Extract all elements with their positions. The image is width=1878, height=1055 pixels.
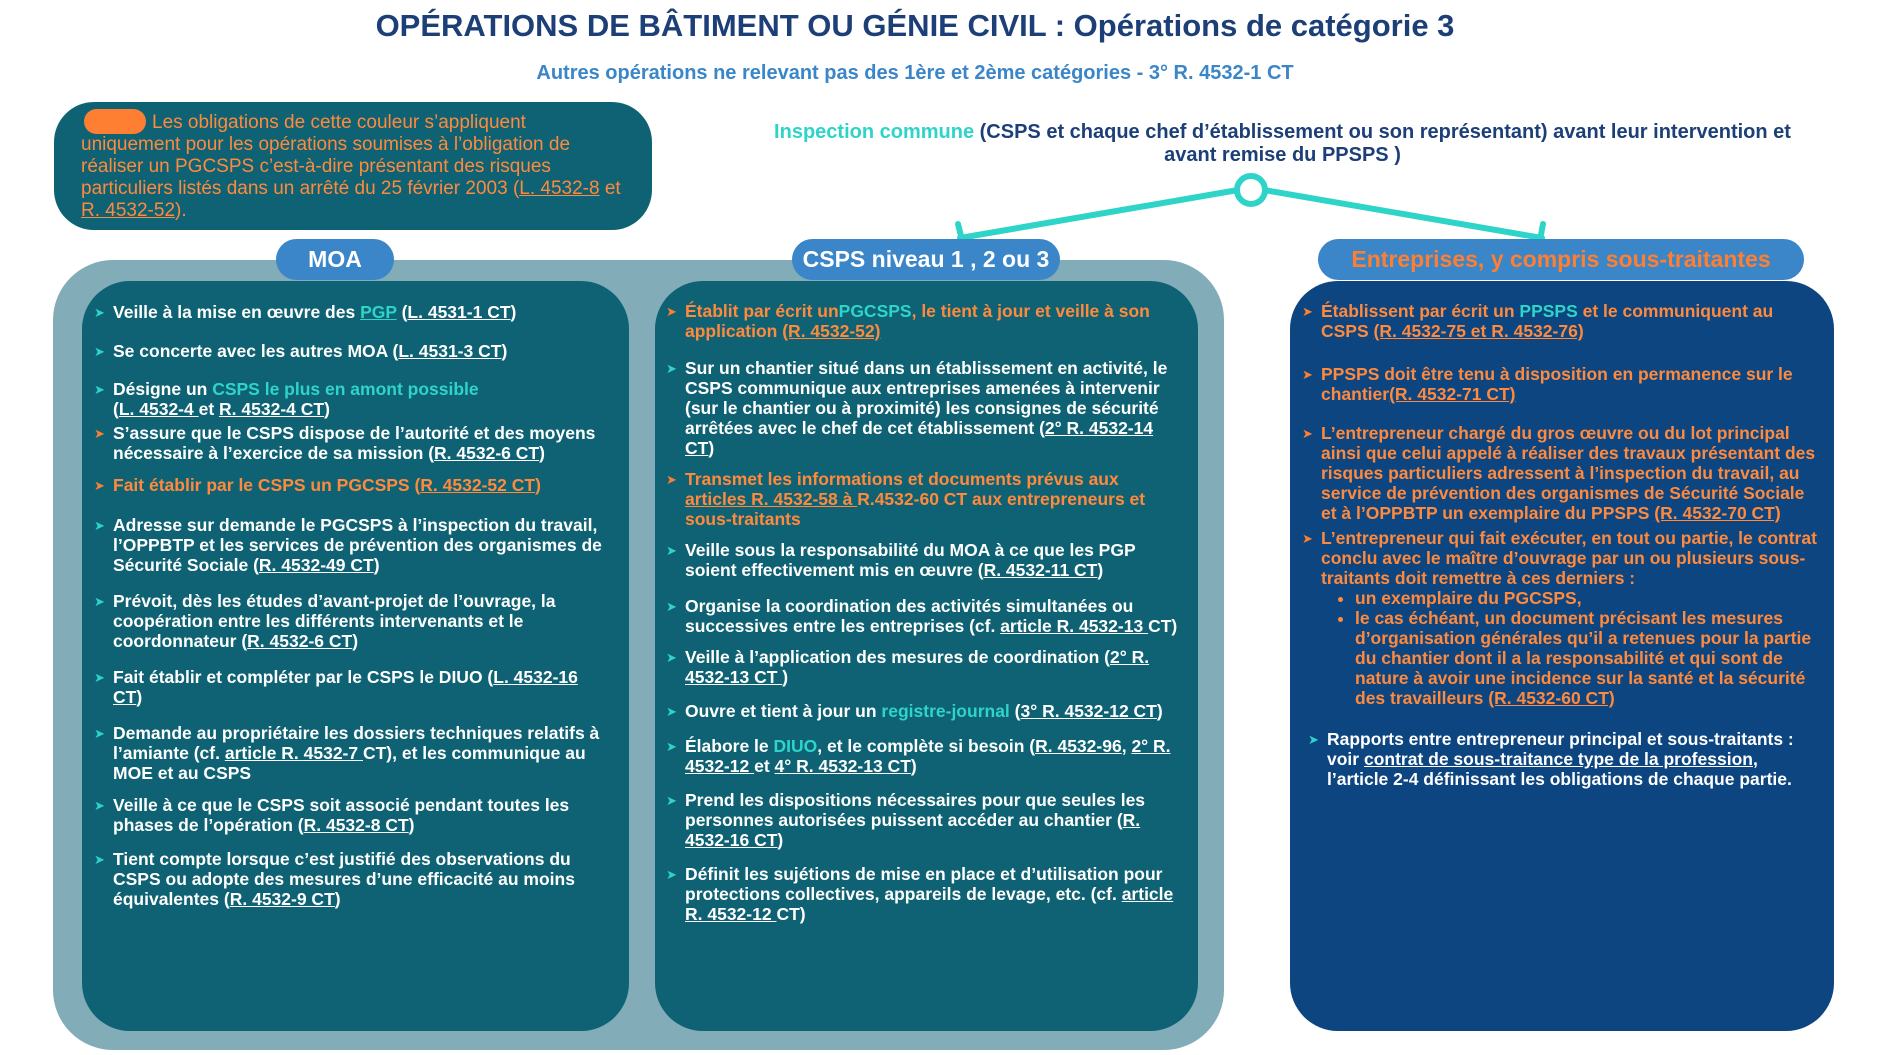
csps-label: CSPS niveau 1 , 2 ou 3 xyxy=(792,239,1060,280)
moa-item: ➤ Veille à la mise en œuvre des PGP (L. 4531-1 CT) xyxy=(94,302,517,322)
arrow-bullet-icon: ➤ xyxy=(94,305,105,320)
ref-link[interactable]: article R. 4532-13 xyxy=(1000,616,1149,636)
entreprises-item: ➤ PPSPS doit être tenu à disposition en permanence sur le chantier(R. 4532-71 CT) xyxy=(1302,364,1793,404)
ref-link[interactable]: article R. 4532-12 xyxy=(685,884,1174,924)
entreprises-item: ➤ Établissent par écrit un PPSPS et le communiquent au CSPS (R. 4532-75 et R. 4532-76) xyxy=(1302,301,1774,341)
moa-item: ➤ Tient compte lorsque c’est justifié des observations du CSPS ou adopte des mesures d’une efficacité au moins équivalentes (R. 4532-9 CT) xyxy=(94,849,575,909)
csps-item: ➤ Transmet les informations et documents prévus aux articles R. 4532-58 à R.4532-60 CT aux entrepreneurs et sous-traitants xyxy=(666,469,1146,529)
arrow-bullet-icon: ➤ xyxy=(666,472,677,487)
arrow-bullet-icon: ➤ xyxy=(666,650,677,665)
entreprises-label: Entreprises, y compris sous-traitantes xyxy=(1318,239,1804,280)
page-title: OPÉRATIONS DE BÂTIMENT OU GÉNIE CIVIL : Opérations de catégorie 3 xyxy=(375,8,1455,43)
ref-link[interactable]: R. 4532-8 CT xyxy=(303,815,409,835)
arrow-bullet-icon: ➤ xyxy=(1302,367,1313,382)
arrow-bullet-icon: ➤ xyxy=(666,867,677,882)
ref-link[interactable]: (R. 4532-75 et R. 4532-76) xyxy=(1373,321,1584,341)
arrow-bullet-icon: ➤ xyxy=(94,726,105,741)
ref-link[interactable]: (R. 4532-60 CT) xyxy=(1488,688,1615,708)
arrow-bullet-icon: ➤ xyxy=(666,704,677,719)
moa-label: MOA xyxy=(276,239,394,280)
ref-link[interactable]: L. 4532-4 xyxy=(118,399,199,419)
ref-link[interactable]: 3° R. 4532-12 CT xyxy=(1020,701,1157,721)
entreprises-item: ➤ L’entrepreneur qui fait exécuter, en tout ou partie, le contrat conclu avec le maître d’ouvrage par un ou plusieurs sous-traitants doit remettre à ces derniers : • un exemplaire du PGCSPS, • le cas échéant, un document précisant les mesures d’organisation générales qu’il a retenues pour la partie du chantier dont il a la responsabilité et qui sont de nature à avoir une incidence sur la santé et la sécurité des travailleurs (R. 4532-60 CT) xyxy=(1302,528,1820,708)
arrow-bullet-icon: ➤ xyxy=(666,739,677,754)
ref-link[interactable]: 4° R. 4532-13 CT xyxy=(774,756,911,776)
csps-item: ➤ Établit par écrit unPGCSPS, le tient à jour et veille à son application (R. 4532-52) xyxy=(666,301,1150,341)
inspection-highlight: Inspection commune xyxy=(774,121,975,143)
ref-link[interactable]: PGP xyxy=(360,302,397,322)
entreprises-box xyxy=(1290,281,1834,1031)
csps-item: ➤ Veille sous la responsabilité du MOA à ce que les PGP soient effectivement mis en œuvre (R. 4532-11 CT) xyxy=(666,540,1136,580)
moa-item: ➤ Désigne un CSPS le plus en amont possible (L. 4532-4 et R. 4532-4 CT) xyxy=(94,379,479,419)
arrow-bullet-icon: ➤ xyxy=(94,594,105,609)
arrow-bullet-icon: ➤ xyxy=(94,478,105,493)
list-item: • le cas échéant, un document précisant les mesures d’organisation générales qu’il a retenues pour la partie du chantier dont il a la responsabilité et qui sont de nature à avoir une incidence sur la santé et la sécurité des travailleurs (R. 4532-60 CT) xyxy=(1355,608,1820,708)
moa-item: ➤ Veille à ce que le CSPS soit associé pendant toutes les phases de l’opération (R. 4532-8 CT) xyxy=(94,795,570,835)
ref-link[interactable]: contrat de sous-traitance type de la profession xyxy=(1363,749,1753,769)
moa-item: ➤ S’assure que le CSPS dispose de l’autorité et des moyens nécessaire à l’exercice de sa mission (R. 4532-6 CT) xyxy=(94,423,596,463)
ref-link[interactable]: (R. 4532-52) xyxy=(782,321,881,341)
arrow-bullet-icon: ➤ xyxy=(1302,426,1313,441)
moa-box xyxy=(82,281,629,1031)
ref-link[interactable]: article R. 4532-7 xyxy=(224,743,363,763)
list-item: • un exemplaire du PGCSPS, xyxy=(1355,588,1820,608)
entreprises-item: ➤ L’entrepreneur chargé du gros œuvre ou du lot principal ainsi que celui appelé à réaliser des travaux présentant des risques particuliers adressent à l’inspection du travail, au service de prévention des organismes de Sécurité Sociale et à l’OPPBTP un exemplaire du PPSPS (R. 4532-70 CT) xyxy=(1302,423,1816,523)
sub-list xyxy=(1321,588,1820,708)
ref-link[interactable]: articles R. 4532-58 à xyxy=(685,489,858,509)
arrow-bullet-icon: ➤ xyxy=(94,518,105,533)
ref-link[interactable]: R. 4532-4 CT xyxy=(219,399,325,419)
ref-link[interactable]: 2° R. 4532-13 CT xyxy=(685,647,1150,687)
moa-item: ➤ Fait établir et compléter par le CSPS le DIUO (L. 4532-16 CT) xyxy=(94,667,578,707)
moa-item: ➤ Se concerte avec les autres MOA (L. 4531-3 CT) xyxy=(94,341,508,361)
moa-item: ➤ Fait établir par le CSPS un PGCSPS (R. 4532-52 CT) xyxy=(94,475,541,495)
csps-item: ➤ Prend les dispositions nécessaires pour que seules les personnes autorisées puissent accéder au chantier (R. 4532-16 CT) xyxy=(666,790,1146,850)
ref-link[interactable]: L. 4531-3 CT xyxy=(398,341,502,361)
ref-link[interactable]: R. 4532-16 CT xyxy=(685,810,1141,850)
legend-ref-link[interactable]: L. 4532-8 xyxy=(519,178,600,199)
ref-link[interactable]: 2° R. 4532-12 xyxy=(685,736,1171,776)
arrow-bullet-icon: ➤ xyxy=(94,426,105,441)
arrow-bullet-icon: ➤ xyxy=(94,344,105,359)
arrow-bullet-icon: ➤ xyxy=(666,361,677,376)
csps-item: ➤ Élabore le DIUO, et le complète si besoin (R. 4532-96, 2° R. 4532-12 et 4° R. 4532-13 CT) xyxy=(666,736,1171,776)
ref-link[interactable]: L. 4531-1 CT xyxy=(407,302,511,322)
legend-text: ). xyxy=(175,200,187,221)
moa-item: ➤ Adresse sur demande le PGCSPS à l’inspection du travail, l’OPPBTP et les services de prévention des organismes de Sécurité Sociale (R. 4532-49 CT) xyxy=(94,515,602,575)
arrow-bullet-icon: ➤ xyxy=(94,670,105,685)
moa-item: ➤ Prévoit, dès les études d’avant-projet de l’ouvrage, la coopération entre les différents intervenants et le coordonnateur (R. 4532-6 CT) xyxy=(94,591,556,651)
csps-item: ➤ Définit les sujétions de mise en place et d’utilisation pour protections collectives, appareils de levage, etc. (cf. article R. 4532-12 CT) xyxy=(666,864,1174,924)
inspection-text: (CSPS et chaque chef d’établissement ou son représentant) avant leur intervention et avant remise du PPSPS ) xyxy=(974,121,1791,166)
junction-node-icon xyxy=(1237,176,1265,204)
ref-link[interactable]: R. 4532-11 CT xyxy=(983,560,1098,580)
arrow-bullet-icon: ➤ xyxy=(1302,531,1313,546)
arrow-bullet-icon: ➤ xyxy=(1308,732,1319,747)
page-subtitle: Autres opérations ne relevant pas des 1ère et 2ème catégories - 3° R. 4532-1 CT xyxy=(536,62,1294,84)
arrow-bullet-icon: ➤ xyxy=(1302,304,1313,319)
connector-line-left xyxy=(960,190,1238,238)
csps-item: ➤ Veille à l’application des mesures de coordination (2° R. 4532-13 CT ) xyxy=(666,647,1150,687)
arrow-bullet-icon: ➤ xyxy=(94,852,105,867)
arrow-bullet-icon: ➤ xyxy=(94,382,105,397)
legend-text: et xyxy=(599,178,621,199)
csps-item: ➤ Sur un chantier situé dans un établissement en activité, le CSPS communique aux entreprises amenées à intervenir (sur le chantier ou à proximité) les consignes de sécurité arrêtées avec le chef de cet établissement (2° R. 4532-14 CT) xyxy=(666,358,1168,458)
csps-item: ➤ Organise la coordination des activités simultanées ou successives entre les entreprises (cf. article R. 4532-13 CT) xyxy=(666,596,1178,636)
csps-box xyxy=(655,281,1198,1031)
moa-item: ➤ Demande au propriétaire les dossiers techniques relatifs à l’amiante (cf. article R. 4532-7 CT), et les communique au MOE et au CSPS xyxy=(94,723,600,783)
ref-link[interactable]: R. 4532-6 CT xyxy=(247,631,353,651)
connector-line-right xyxy=(1264,190,1542,238)
ref-link[interactable]: L. 4532-16 CT xyxy=(113,667,578,707)
ref-link[interactable]: R. 4532-6 CT xyxy=(434,443,540,463)
arrow-bullet-icon: ➤ xyxy=(666,543,677,558)
csps-item: ➤ Ouvre et tient à jour un registre-journal (3° R. 4532-12 CT) xyxy=(666,701,1163,721)
ref-link[interactable]: 2° R. 4532-14 CT xyxy=(685,418,1154,458)
legend-text: Les obligations de cette couleur s’appliquent uniquement pour les opérations soumises à l’obligation de réaliser un PGCSPS c’est-à-dire présentant des risques particuliers listés dans un arrêté du 25 février 2003 ( xyxy=(81,112,571,199)
ref-link[interactable]: R. 4532-52 CT xyxy=(420,475,536,495)
arrow-bullet-icon: ➤ xyxy=(666,793,677,808)
ref-link[interactable]: R. 4532-96 xyxy=(1035,736,1122,756)
arrow-bullet-icon: ➤ xyxy=(666,599,677,614)
ref-link[interactable]: R. 4532-9 CT xyxy=(229,889,335,909)
arrow-bullet-icon: ➤ xyxy=(94,798,105,813)
legend-ref-link[interactable]: R. 4532-52 xyxy=(81,200,176,221)
ref-link[interactable]: (R. 4532-71 CT) xyxy=(1389,384,1516,404)
entreprises-item: ➤ Rapports entre entrepreneur principal et sous-traitants : voir contrat de sous-traitance type de la profession, l’article 2-4 définissant les obligations de chaque partie. xyxy=(1308,729,1794,789)
ref-link[interactable]: (R. 4532-70 CT) xyxy=(1654,503,1781,523)
arrow-bullet-icon: ➤ xyxy=(666,304,677,319)
ref-link[interactable]: R. 4532-49 CT xyxy=(258,555,374,575)
